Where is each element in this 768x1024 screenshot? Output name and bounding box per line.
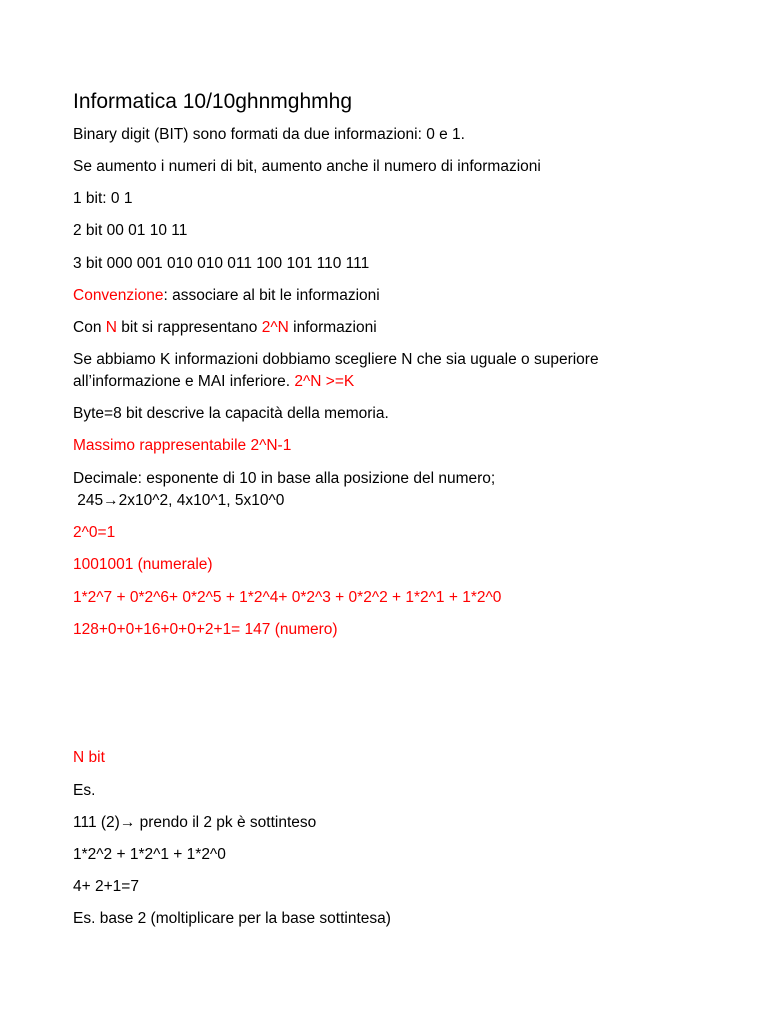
text-245-expansion: 2x10^2, 4x10^1, 5x10^0 [118,492,285,509]
text-line-k-informazioni: Se abbiamo K informazioni dobbiamo scegliere N che sia uguale o superiore [73,351,599,368]
text-245: 245 [73,492,104,509]
text-line-es: Es. [73,782,96,799]
text-mai-inferiore: all’informazione e MAI inferiore. [73,373,295,390]
text-line-convenzione [73,285,380,307]
text-line-1-bit: 1 bit: 0 1 [73,190,133,207]
text-line-111 [73,812,316,834]
text-line-decimale: Decimale: esponente di 10 in base alla posizione del numero; [73,470,496,487]
text-con: Con [73,319,106,336]
text-line-2-pow-0: 2^0=1 [73,524,116,541]
highlight-2-pow-n: 2^N [261,319,289,336]
arrow-right-icon: → [119,814,136,831]
text-prendo-il-2: prendo il 2 pk è sottinteso [135,814,317,831]
document-title: Informatica 10/10ghnmghmhg [73,90,352,113]
text-line-mai-inferiore [73,371,354,393]
highlight-n: N [105,319,117,336]
text-line-245 [73,490,284,512]
text-line-es-base-2: Es. base 2 (moltiplicare per la base sottintesa) [73,910,391,927]
highlight-convenzione: Convenzione [73,287,164,304]
arrow-right-icon: → [103,492,119,509]
text-line-result-7: 4+ 2+1=7 [73,878,139,895]
text-informazioni: informazioni [288,319,377,336]
text-line-2-bit: 2 bit 00 01 10 11 [73,222,188,239]
text-line-aumento-bit: Se aumento i numeri di bit, aumento anche il numero di informazioni [73,158,541,175]
text-bit-rappresentano: bit si rappresentano [116,319,262,336]
text-line-expansion-111: 1*2^2 + 1*2^1 + 1*2^0 [73,846,226,863]
text-line-numero: 128+0+0+16+0+0+2+1= 147 (numero) [73,621,338,638]
text-line-byte: Byte=8 bit descrive la capacità della memoria. [73,405,389,422]
text-line-expansion: 1*2^7 + 0*2^6+ 0*2^5 + 1*2^4+ 0*2^3 + 0*2^2 + 1*2^1 + 1*2^0 [73,589,502,606]
text-line-binary-digit: Binary digit (BIT) sono formati da due informazioni: 0 e 1. [73,126,465,143]
text-line-massimo-rappresentabile: Massimo rappresentabile 2^N-1 [73,437,292,454]
text-convenzione-rest: : associare al bit le informazioni [163,287,380,304]
text-line-3-bit: 3 bit 000 001 010 010 011 100 101 110 111 [73,255,370,272]
text-line-numerale: 1001001 (numerale) [73,556,213,573]
text-111-base2: 111 (2) [73,814,120,831]
highlight-2n-ge-k: 2^N >=K [294,373,355,390]
text-line-n-bit: N bit [73,749,105,766]
text-line-con-n-bit [73,317,377,339]
